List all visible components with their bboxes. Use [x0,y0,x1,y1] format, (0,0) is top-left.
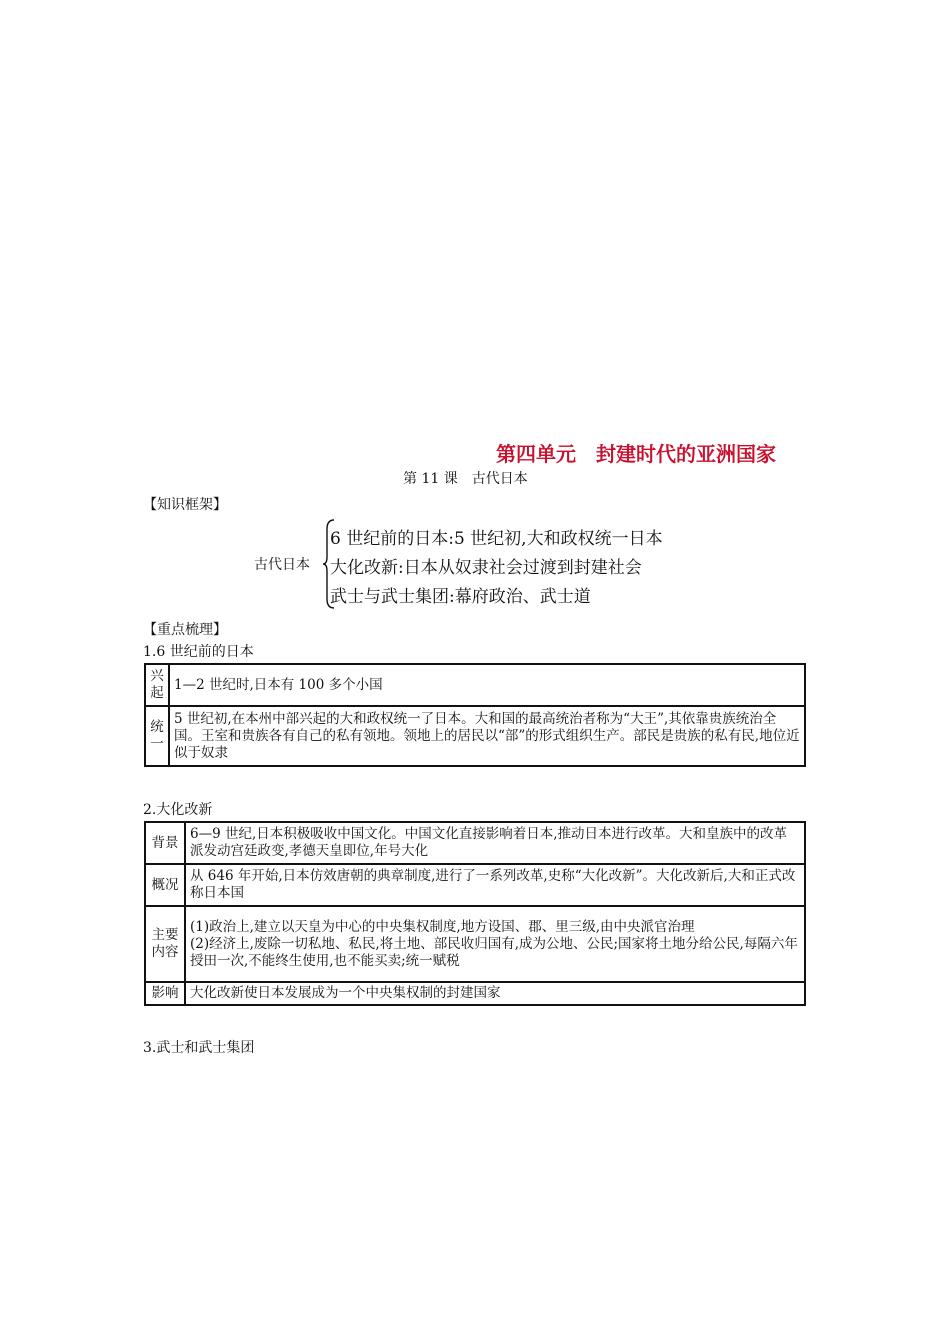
content-line: (1)政治上,建立以天皇为中心的中央集权制度,地方设国、郡、里三级,由中央派官治理 [190,918,695,935]
row-content: 6—9 世纪,日本积极吸收中国文化。中国文化直接影响着日本,推动日本进行改革。大和皇族中的改革派发动宫廷政变,孝德天皇即位,年号大化 [185,822,805,864]
table-row [145,982,805,1005]
row-head: 背景 [145,822,185,864]
unit-title: 第四单元 封建时代的亚洲国家 [496,442,776,466]
lesson-title: 第 11 课 古代日本 [403,471,528,487]
framework-label: 【知识框架】 [143,497,227,513]
framework-item: 大化改新:日本从奴隶社会过渡到封建社会 [330,558,642,578]
table-row [145,906,805,982]
section2-heading: 2.大化改新 [143,802,213,818]
section3-heading: 3.武士和武士集团 [143,1040,255,1056]
framework-item: 武士与武士集团:幕府政治、武士道 [330,587,591,607]
framework-root: 古代日本 [254,557,310,573]
row-content [185,906,805,982]
row-head: 影响 [145,982,185,1005]
table-row [145,822,805,864]
row-content: 5 世纪初,在本州中部兴起的大和政权统一了日本。大和国的最高统治者称为“大王”,其依靠贵族统治全国。王室和贵族各有自己的私有领地。领地上的居民以“部”的形式组织生产。部民是贵族的私有民,地位近似于奴隶 [169,706,805,766]
row-head: 概况 [145,864,185,906]
content-line: (2)经济上,废除一切私地、私民,将土地、部民收归国有,成为公地、公民;国家将土地分给公民,每隔六年授田一次,不能终生使用,也不能买卖;统一赋税 [190,935,798,969]
row-content: 从 646 年开始,日本仿效唐朝的典章制度,进行了一系列改革,史称“大化改新”。大化改新后,大和正式改称日本国 [185,864,805,906]
table-row [145,664,805,706]
row-content: 大化改新使日本发展成为一个中央集权制的封建国家 [185,982,805,1005]
framework-item: 6 世纪前的日本:5 世纪初,大和政权统一日本 [330,529,663,549]
section1-heading: 1.6 世纪前的日本 [143,644,254,660]
section1-table [144,663,806,767]
section2-table [144,821,806,1006]
row-content: 1—2 世纪时,日本有 100 多个小国 [169,664,805,706]
key-points-label: 【重点梳理】 [143,622,227,638]
table-row [145,706,805,766]
table-row [145,864,805,906]
row-head: 兴起 [145,664,169,706]
row-head: 统一 [145,706,169,766]
row-head: 主要内容 [145,906,185,982]
